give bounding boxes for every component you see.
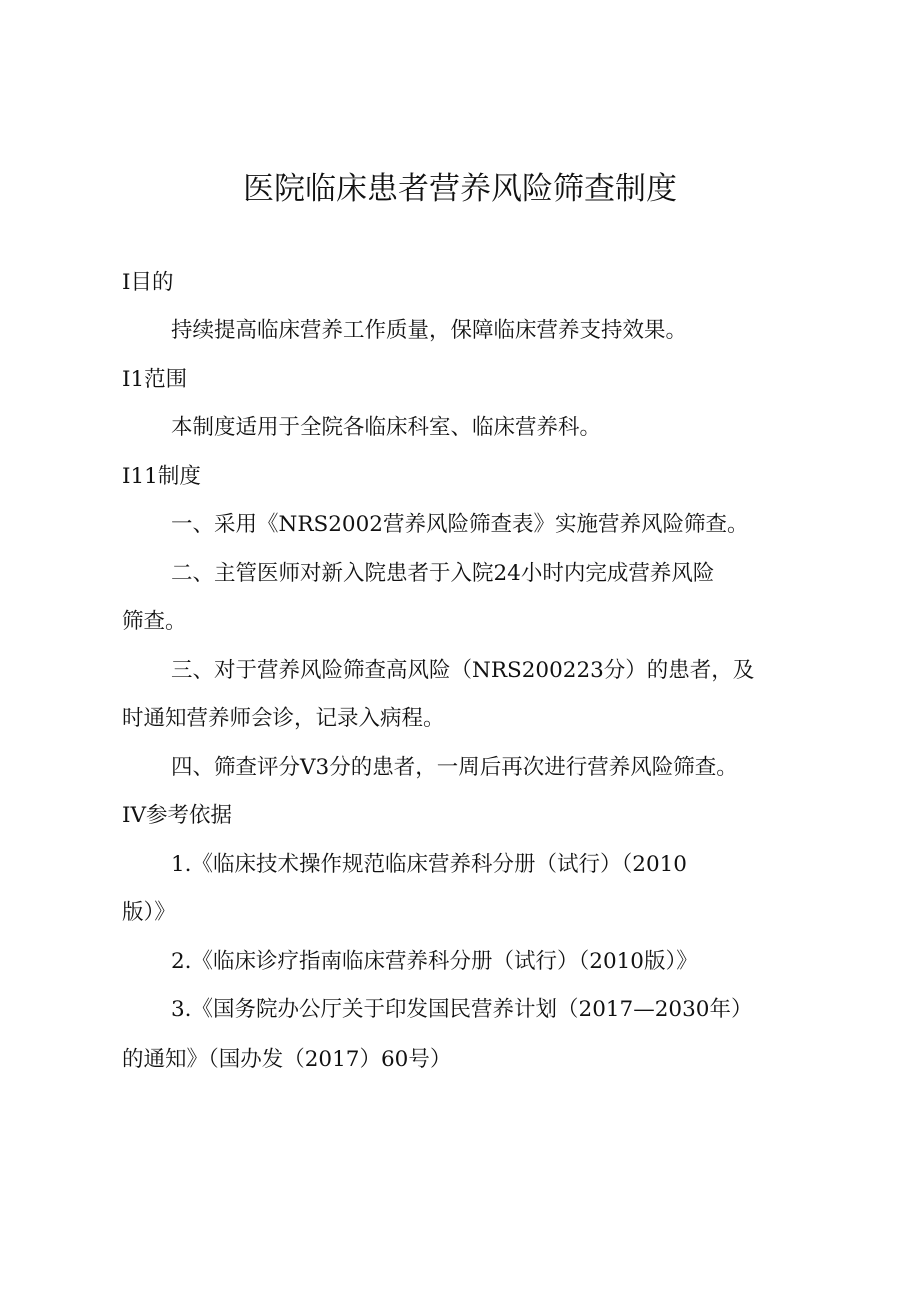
reference-item-1-line-2: 版）》 [122, 900, 176, 925]
section-heading-policy: I11制度 [122, 464, 201, 489]
section-heading-purpose: I目的 [122, 270, 174, 295]
document-title: 医院临床患者营养风险筛查制度 [243, 171, 677, 207]
paragraph-purpose: 持续提高临床营养工作质量，保障临床营养支持效果。 [171, 318, 688, 343]
policy-item-2-line-1: 二、主管医师对新入院患者于入院24小时内完成营养风险 [171, 561, 715, 586]
section-heading-references: IV参考依据 [122, 803, 233, 828]
policy-item-3-line-1: 三、对于营养风险筛查高风险（NRS200223分）的患者，及 [171, 658, 755, 683]
section-heading-scope: I1范围 [122, 367, 188, 392]
reference-item-2: 2.《临床诊疗指南临床营养科分册（试行）（2010版）》 [171, 949, 698, 974]
policy-item-1: 一、采用《NRS2002营养风险筛查表》实施营养风险筛查。 [171, 512, 749, 537]
paragraph-scope: 本制度适用于全院各临床科室、临床营养科。 [171, 415, 602, 440]
reference-item-1-line-1: 1.《临床技术操作规范临床营养科分册（试行）（2010 [171, 852, 687, 877]
reference-item-3-line-1: 3.《国务院办公厅关于印发国民营养计划（2017—2030年） [171, 997, 753, 1022]
policy-item-4: 四、筛查评分V3分的患者，一周后再次进行营养风险筛查。 [171, 755, 738, 780]
policy-item-2-line-2: 筛查。 [122, 609, 187, 634]
reference-item-3-line-2: 的通知》（国办发（2017）60号） [122, 1047, 452, 1072]
policy-item-3-line-2: 时通知营养师会诊，记录入病程。 [122, 706, 445, 731]
